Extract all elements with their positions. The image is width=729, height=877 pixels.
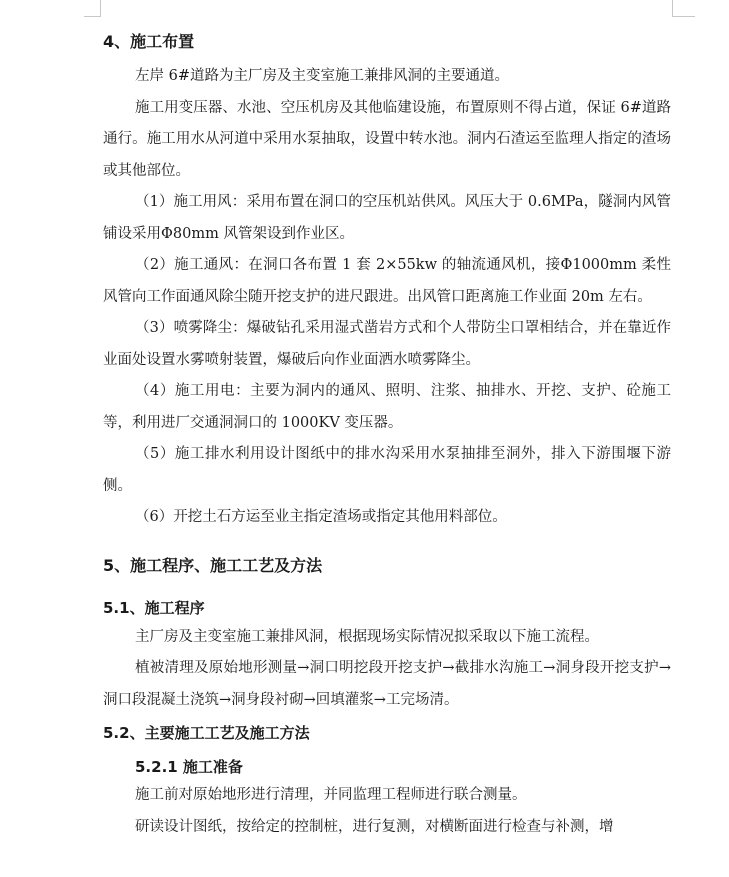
page-corner-mark-left: [84, 0, 101, 17]
paragraph: 主厂房及主变室施工兼排风洞，根据现场实际情况拟采取以下施工流程。: [135, 628, 599, 645]
section-5-2-1-heading: 5.2.1 施工准备: [135, 758, 243, 776]
list-item: （4）施工用电：主要为洞内的通风、照明、注浆、抽排水、开挖、支护、砼施工等，利用进厂交通洞洞口的 1000KV 变压器。: [103, 383, 671, 431]
list-item: （1）施工用风：采用布置在洞口的空压机站供风。风压大于 0.6MPa，隧洞内风管铺设采用Φ80mm 风管架设到作业区。: [103, 194, 671, 242]
section-5-1-heading: 5.1、施工程序: [103, 598, 205, 617]
paragraph: 施工用变压器、水池、空压机房及其他临建设施，布置原则不得占道，保证 6#道路通行。施工用水从河道中采用水泵抽取，设置中转水池。洞内石渣运至监理人指定的渣场或其他部位。: [103, 99, 671, 179]
section-5-heading: 5、施工程序、施工工艺及方法: [103, 555, 323, 575]
list-item: （3）喷雾降尘：爆破钻孔采用湿式凿岩方式和个人带防尘口罩相结合，并在靠近作业面处设置水雾喷射装置，爆破后向作业面洒水喷雾降尘。: [103, 320, 671, 368]
paragraph: 左岸 6#道路为主厂房及主变室施工兼排风洞的主要通道。: [135, 68, 509, 84]
paragraph: 施工前对原始地形进行清理，并同监理工程师进行联合测量。: [135, 787, 527, 803]
list-item: （2）施工通风：在洞口各布置 1 套 2×55kw 的轴流通风机，接Φ1000mm 柔性风管向工作面通风除尘随开挖支护的进尺跟进。出风管口距离施工作业面 20m 左右。: [103, 257, 671, 305]
section-4-heading: 4、施工布置: [103, 32, 195, 51]
list-item: （6）开挖土石方运至业主指定渣场或指定其他用料部位。: [135, 509, 507, 525]
section-5-2-heading: 5.2、主要施工工艺及施工方法: [103, 724, 310, 742]
paragraph: 植被清理及原始地形测量→洞口明挖段开挖支护→截排水沟施工→洞身段开挖支护→洞口段混凝土浇筑→洞身段衬砌→回填灌浆→工完场清。: [103, 660, 671, 708]
list-item: （5）施工排水利用设计图纸中的排水沟采用水泵抽排至洞外，排入下游围堰下游侧。: [103, 446, 671, 494]
page-corner-mark-right: [672, 0, 695, 17]
paragraph: 研读设计图纸，按给定的控制桩，进行复测，对横断面进行检查与补测，增: [135, 818, 614, 835]
document-page: [103, 30, 671, 843]
